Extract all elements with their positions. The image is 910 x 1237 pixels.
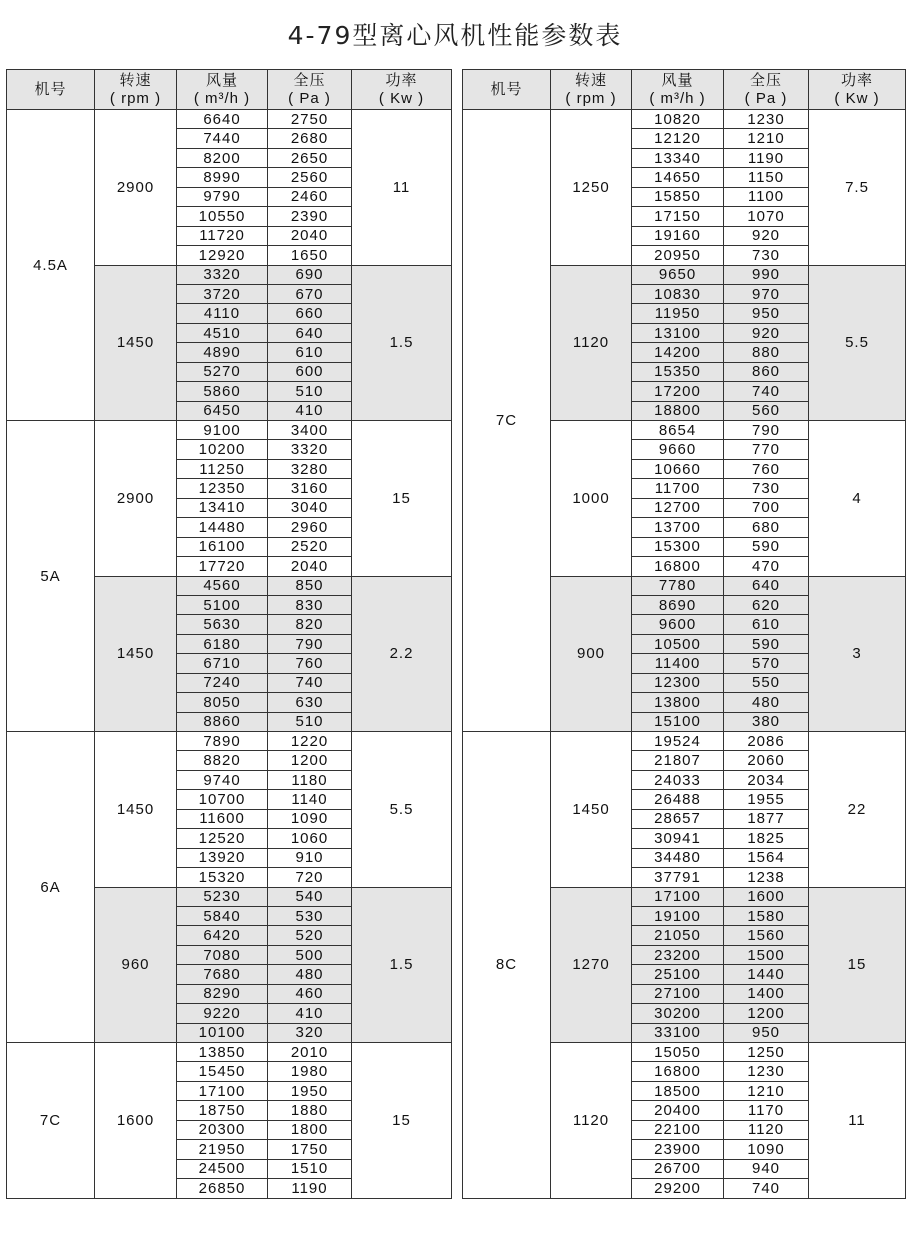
pressure-cell: 720 xyxy=(268,868,352,887)
flow-cell: 12520 xyxy=(177,829,268,848)
pressure-cell: 1200 xyxy=(268,751,352,770)
pressure-cell: 2040 xyxy=(268,557,352,576)
pressure-cell: 1980 xyxy=(268,1062,352,1081)
header-flow: 风量 ( m³/h ) xyxy=(632,70,724,110)
flow-cell: 12920 xyxy=(177,246,268,265)
pressure-cell: 610 xyxy=(724,615,809,634)
header-speed: 转速 ( rpm ) xyxy=(95,70,177,110)
speed-cell: 1450 xyxy=(95,732,177,888)
pressure-cell: 670 xyxy=(268,284,352,303)
flow-cell: 13340 xyxy=(632,148,724,167)
flow-cell: 8690 xyxy=(632,595,724,614)
pressure-cell: 510 xyxy=(268,382,352,401)
flow-cell: 4890 xyxy=(177,343,268,362)
header-pressure: 全压 ( Pa ) xyxy=(268,70,352,110)
flow-cell: 13700 xyxy=(632,518,724,537)
pressure-cell: 1500 xyxy=(724,945,809,964)
pressure-cell: 1100 xyxy=(724,187,809,206)
flow-cell: 26850 xyxy=(177,1179,268,1198)
pressure-cell: 2034 xyxy=(724,770,809,789)
flow-cell: 7680 xyxy=(177,965,268,984)
flow-cell: 5860 xyxy=(177,382,268,401)
table-header-row xyxy=(463,70,906,110)
pressure-cell: 1750 xyxy=(268,1140,352,1159)
flow-cell: 13100 xyxy=(632,323,724,342)
flow-cell: 5840 xyxy=(177,906,268,925)
flow-cell: 7240 xyxy=(177,673,268,692)
flow-cell: 21050 xyxy=(632,926,724,945)
flow-cell: 9600 xyxy=(632,615,724,634)
flow-cell: 7440 xyxy=(177,129,268,148)
table-row xyxy=(7,1043,452,1062)
pressure-cell: 1600 xyxy=(724,887,809,906)
flow-cell: 16100 xyxy=(177,537,268,556)
pressure-cell: 730 xyxy=(724,479,809,498)
flow-cell: 10660 xyxy=(632,459,724,478)
flow-cell: 13800 xyxy=(632,693,724,712)
pressure-cell: 3400 xyxy=(268,421,352,440)
pressure-cell: 410 xyxy=(268,401,352,420)
pressure-cell: 2086 xyxy=(724,732,809,751)
flow-cell: 4110 xyxy=(177,304,268,323)
performance-table-right xyxy=(462,69,906,1199)
pressure-cell: 1250 xyxy=(724,1043,809,1062)
power-cell: 11 xyxy=(809,1043,906,1199)
power-cell: 5.5 xyxy=(809,265,906,421)
pressure-cell: 1190 xyxy=(268,1179,352,1198)
pressure-cell: 3160 xyxy=(268,479,352,498)
pressure-cell: 2040 xyxy=(268,226,352,245)
pressure-cell: 2520 xyxy=(268,537,352,556)
flow-cell: 37791 xyxy=(632,868,724,887)
pressure-cell: 3280 xyxy=(268,459,352,478)
pressure-cell: 1200 xyxy=(724,1004,809,1023)
pressure-cell: 530 xyxy=(268,906,352,925)
pressure-cell: 1510 xyxy=(268,1159,352,1178)
header-model: 机号 xyxy=(463,70,551,110)
model-cell: 7C xyxy=(463,110,551,732)
speed-cell: 1120 xyxy=(551,1043,632,1199)
pressure-cell: 640 xyxy=(724,576,809,595)
pressure-cell: 500 xyxy=(268,945,352,964)
pressure-cell: 320 xyxy=(268,1023,352,1042)
header-power: 功率 ( Kw ) xyxy=(352,70,452,110)
flow-cell: 13850 xyxy=(177,1043,268,1062)
model-cell: 8C xyxy=(463,732,551,1199)
flow-cell: 8990 xyxy=(177,168,268,187)
flow-cell: 10100 xyxy=(177,1023,268,1042)
flow-cell: 11700 xyxy=(632,479,724,498)
model-cell: 5A xyxy=(7,421,95,732)
power-cell: 1.5 xyxy=(352,265,452,421)
pressure-cell: 550 xyxy=(724,673,809,692)
pressure-cell: 820 xyxy=(268,615,352,634)
flow-cell: 23900 xyxy=(632,1140,724,1159)
pressure-cell: 2750 xyxy=(268,110,352,129)
page-title: 4-79型离心风机性能参数表 xyxy=(287,21,623,50)
performance-table-left xyxy=(6,69,452,1199)
table-row xyxy=(463,110,906,129)
flow-cell: 5230 xyxy=(177,887,268,906)
pressure-cell: 660 xyxy=(268,304,352,323)
flow-cell: 22100 xyxy=(632,1120,724,1139)
flow-cell: 6450 xyxy=(177,401,268,420)
pressure-cell: 540 xyxy=(268,887,352,906)
flow-cell: 3320 xyxy=(177,265,268,284)
pressure-cell: 1877 xyxy=(724,809,809,828)
flow-cell: 16800 xyxy=(632,557,724,576)
pressure-cell: 520 xyxy=(268,926,352,945)
pressure-cell: 600 xyxy=(268,362,352,381)
header-model: 机号 xyxy=(7,70,95,110)
header-flow: 风量 ( m³/h ) xyxy=(177,70,268,110)
pressure-cell: 1580 xyxy=(724,906,809,925)
flow-cell: 15050 xyxy=(632,1043,724,1062)
flow-cell: 18750 xyxy=(177,1101,268,1120)
pressure-cell: 380 xyxy=(724,712,809,731)
pressure-cell: 630 xyxy=(268,693,352,712)
flow-cell: 29200 xyxy=(632,1179,724,1198)
flow-cell: 5270 xyxy=(177,362,268,381)
pressure-cell: 2010 xyxy=(268,1043,352,1062)
speed-cell: 900 xyxy=(551,576,632,732)
speed-cell: 1450 xyxy=(551,732,632,888)
flow-cell: 26488 xyxy=(632,790,724,809)
flow-cell: 17720 xyxy=(177,557,268,576)
flow-cell: 19100 xyxy=(632,906,724,925)
pressure-cell: 610 xyxy=(268,343,352,362)
flow-cell: 11250 xyxy=(177,459,268,478)
flow-cell: 27100 xyxy=(632,984,724,1003)
pressure-cell: 940 xyxy=(724,1159,809,1178)
flow-cell: 34480 xyxy=(632,848,724,867)
flow-cell: 10500 xyxy=(632,634,724,653)
flow-cell: 6180 xyxy=(177,634,268,653)
header-pressure: 全压 ( Pa ) xyxy=(724,70,809,110)
flow-cell: 7080 xyxy=(177,945,268,964)
flow-cell: 15350 xyxy=(632,362,724,381)
speed-cell: 1270 xyxy=(551,887,632,1043)
flow-cell: 13410 xyxy=(177,498,268,517)
flow-cell: 18800 xyxy=(632,401,724,420)
flow-cell: 20300 xyxy=(177,1120,268,1139)
pressure-cell: 560 xyxy=(724,401,809,420)
flow-cell: 12300 xyxy=(632,673,724,692)
pressure-cell: 700 xyxy=(724,498,809,517)
pressure-cell: 3320 xyxy=(268,440,352,459)
pressure-cell: 1090 xyxy=(268,809,352,828)
pressure-cell: 3040 xyxy=(268,498,352,517)
pressure-cell: 680 xyxy=(724,518,809,537)
flow-cell: 8654 xyxy=(632,421,724,440)
pressure-cell: 1190 xyxy=(724,148,809,167)
pressure-cell: 950 xyxy=(724,1023,809,1042)
pressure-cell: 1180 xyxy=(268,770,352,789)
speed-cell: 1000 xyxy=(551,421,632,577)
power-cell: 15 xyxy=(352,421,452,577)
pressure-cell: 1825 xyxy=(724,829,809,848)
flow-cell: 10830 xyxy=(632,284,724,303)
power-cell: 2.2 xyxy=(352,576,452,732)
pressure-cell: 2960 xyxy=(268,518,352,537)
speed-cell: 1120 xyxy=(551,265,632,421)
pressure-cell: 570 xyxy=(724,654,809,673)
flow-cell: 24033 xyxy=(632,770,724,789)
flow-cell: 21807 xyxy=(632,751,724,770)
flow-cell: 9790 xyxy=(177,187,268,206)
pressure-cell: 830 xyxy=(268,595,352,614)
flow-cell: 30941 xyxy=(632,829,724,848)
flow-cell: 12700 xyxy=(632,498,724,517)
flow-cell: 10200 xyxy=(177,440,268,459)
speed-cell: 1450 xyxy=(95,265,177,421)
pressure-cell: 920 xyxy=(724,226,809,245)
flow-cell: 19524 xyxy=(632,732,724,751)
pressure-cell: 470 xyxy=(724,557,809,576)
pressure-cell: 1560 xyxy=(724,926,809,945)
flow-cell: 8860 xyxy=(177,712,268,731)
power-cell: 22 xyxy=(809,732,906,888)
pressure-cell: 2060 xyxy=(724,751,809,770)
flow-cell: 14650 xyxy=(632,168,724,187)
flow-cell: 11400 xyxy=(632,654,724,673)
speed-cell: 960 xyxy=(95,887,177,1043)
pressure-cell: 990 xyxy=(724,265,809,284)
flow-cell: 13920 xyxy=(177,848,268,867)
table-row xyxy=(463,732,906,751)
power-cell: 15 xyxy=(809,887,906,1043)
flow-cell: 16800 xyxy=(632,1062,724,1081)
pressure-cell: 2650 xyxy=(268,148,352,167)
flow-cell: 8290 xyxy=(177,984,268,1003)
flow-cell: 6710 xyxy=(177,654,268,673)
pressure-cell: 1400 xyxy=(724,984,809,1003)
pressure-cell: 1170 xyxy=(724,1101,809,1120)
pressure-cell: 1150 xyxy=(724,168,809,187)
flow-cell: 9100 xyxy=(177,421,268,440)
flow-cell: 11720 xyxy=(177,226,268,245)
header-speed: 转速 ( rpm ) xyxy=(551,70,632,110)
pressure-cell: 480 xyxy=(724,693,809,712)
model-cell: 4.5A xyxy=(7,110,95,421)
pressure-cell: 1564 xyxy=(724,848,809,867)
flow-cell: 19160 xyxy=(632,226,724,245)
pressure-cell: 740 xyxy=(724,1179,809,1198)
flow-cell: 30200 xyxy=(632,1004,724,1023)
flow-cell: 17100 xyxy=(632,887,724,906)
pressure-cell: 1230 xyxy=(724,110,809,129)
pressure-cell: 640 xyxy=(268,323,352,342)
flow-cell: 15300 xyxy=(632,537,724,556)
pressure-cell: 860 xyxy=(724,362,809,381)
pressure-cell: 910 xyxy=(268,848,352,867)
pressure-cell: 740 xyxy=(724,382,809,401)
flow-cell: 12120 xyxy=(632,129,724,148)
model-cell: 6A xyxy=(7,732,95,1043)
flow-cell: 23200 xyxy=(632,945,724,964)
table-row xyxy=(7,421,452,440)
pressure-cell: 1120 xyxy=(724,1120,809,1139)
pressure-cell: 2460 xyxy=(268,187,352,206)
flow-cell: 10550 xyxy=(177,207,268,226)
flow-cell: 9220 xyxy=(177,1004,268,1023)
flow-cell: 26700 xyxy=(632,1159,724,1178)
pressure-cell: 1140 xyxy=(268,790,352,809)
pressure-cell: 880 xyxy=(724,343,809,362)
flow-cell: 3720 xyxy=(177,284,268,303)
speed-cell: 1450 xyxy=(95,576,177,732)
pressure-cell: 950 xyxy=(724,304,809,323)
pressure-cell: 1210 xyxy=(724,1081,809,1100)
pressure-cell: 1238 xyxy=(724,868,809,887)
speed-cell: 2900 xyxy=(95,421,177,577)
flow-cell: 9740 xyxy=(177,770,268,789)
flow-cell: 8050 xyxy=(177,693,268,712)
flow-cell: 9650 xyxy=(632,265,724,284)
pressure-cell: 620 xyxy=(724,595,809,614)
flow-cell: 10700 xyxy=(177,790,268,809)
pressure-cell: 790 xyxy=(268,634,352,653)
power-cell: 4 xyxy=(809,421,906,577)
flow-cell: 5630 xyxy=(177,615,268,634)
pressure-cell: 1210 xyxy=(724,129,809,148)
flow-cell: 10820 xyxy=(632,110,724,129)
flow-cell: 28657 xyxy=(632,809,724,828)
table-row xyxy=(7,110,452,129)
flow-cell: 8820 xyxy=(177,751,268,770)
pressure-cell: 1650 xyxy=(268,246,352,265)
pressure-cell: 790 xyxy=(724,421,809,440)
speed-cell: 1250 xyxy=(551,110,632,266)
flow-cell: 14480 xyxy=(177,518,268,537)
flow-cell: 14200 xyxy=(632,343,724,362)
flow-cell: 24500 xyxy=(177,1159,268,1178)
flow-cell: 20400 xyxy=(632,1101,724,1120)
pressure-cell: 1440 xyxy=(724,965,809,984)
pressure-cell: 730 xyxy=(724,246,809,265)
pressure-cell: 760 xyxy=(268,654,352,673)
flow-cell: 4560 xyxy=(177,576,268,595)
flow-cell: 15320 xyxy=(177,868,268,887)
pressure-cell: 1880 xyxy=(268,1101,352,1120)
pressure-cell: 1950 xyxy=(268,1081,352,1100)
flow-cell: 6420 xyxy=(177,926,268,945)
power-cell: 1.5 xyxy=(352,887,452,1043)
flow-cell: 6640 xyxy=(177,110,268,129)
power-cell: 7.5 xyxy=(809,110,906,266)
pressure-cell: 1800 xyxy=(268,1120,352,1139)
speed-cell: 2900 xyxy=(95,110,177,266)
table-row xyxy=(7,732,452,751)
pressure-cell: 740 xyxy=(268,673,352,692)
power-cell: 15 xyxy=(352,1043,452,1199)
pressure-cell: 1060 xyxy=(268,829,352,848)
pressure-cell: 2680 xyxy=(268,129,352,148)
flow-cell: 4510 xyxy=(177,323,268,342)
pressure-cell: 1090 xyxy=(724,1140,809,1159)
flow-cell: 15450 xyxy=(177,1062,268,1081)
flow-cell: 9660 xyxy=(632,440,724,459)
power-cell: 11 xyxy=(352,110,452,266)
pressure-cell: 590 xyxy=(724,634,809,653)
flow-cell: 17100 xyxy=(177,1081,268,1100)
flow-cell: 15100 xyxy=(632,712,724,731)
pressure-cell: 760 xyxy=(724,459,809,478)
flow-cell: 17150 xyxy=(632,207,724,226)
flow-cell: 18500 xyxy=(632,1081,724,1100)
pressure-cell: 850 xyxy=(268,576,352,595)
flow-cell: 7780 xyxy=(632,576,724,595)
pressure-cell: 770 xyxy=(724,440,809,459)
pressure-cell: 510 xyxy=(268,712,352,731)
model-cell: 7C xyxy=(7,1043,95,1199)
flow-cell: 11950 xyxy=(632,304,724,323)
flow-cell: 7890 xyxy=(177,732,268,751)
flow-cell: 25100 xyxy=(632,965,724,984)
flow-cell: 21950 xyxy=(177,1140,268,1159)
pressure-cell: 1070 xyxy=(724,207,809,226)
pressure-cell: 590 xyxy=(724,537,809,556)
speed-cell: 1600 xyxy=(95,1043,177,1199)
flow-cell: 11600 xyxy=(177,809,268,828)
flow-cell: 15850 xyxy=(632,187,724,206)
pressure-cell: 480 xyxy=(268,965,352,984)
pressure-cell: 2390 xyxy=(268,207,352,226)
flow-cell: 33100 xyxy=(632,1023,724,1042)
pressure-cell: 1955 xyxy=(724,790,809,809)
flow-cell: 12350 xyxy=(177,479,268,498)
pressure-cell: 1220 xyxy=(268,732,352,751)
pressure-cell: 920 xyxy=(724,323,809,342)
pressure-cell: 1230 xyxy=(724,1062,809,1081)
pressure-cell: 690 xyxy=(268,265,352,284)
table-header-row xyxy=(7,70,452,110)
power-cell: 5.5 xyxy=(352,732,452,888)
flow-cell: 17200 xyxy=(632,382,724,401)
power-cell: 3 xyxy=(809,576,906,732)
flow-cell: 8200 xyxy=(177,148,268,167)
flow-cell: 5100 xyxy=(177,595,268,614)
pressure-cell: 2560 xyxy=(268,168,352,187)
header-power: 功率 ( Kw ) xyxy=(809,70,906,110)
pressure-cell: 970 xyxy=(724,284,809,303)
pressure-cell: 410 xyxy=(268,1004,352,1023)
pressure-cell: 460 xyxy=(268,984,352,1003)
flow-cell: 20950 xyxy=(632,246,724,265)
